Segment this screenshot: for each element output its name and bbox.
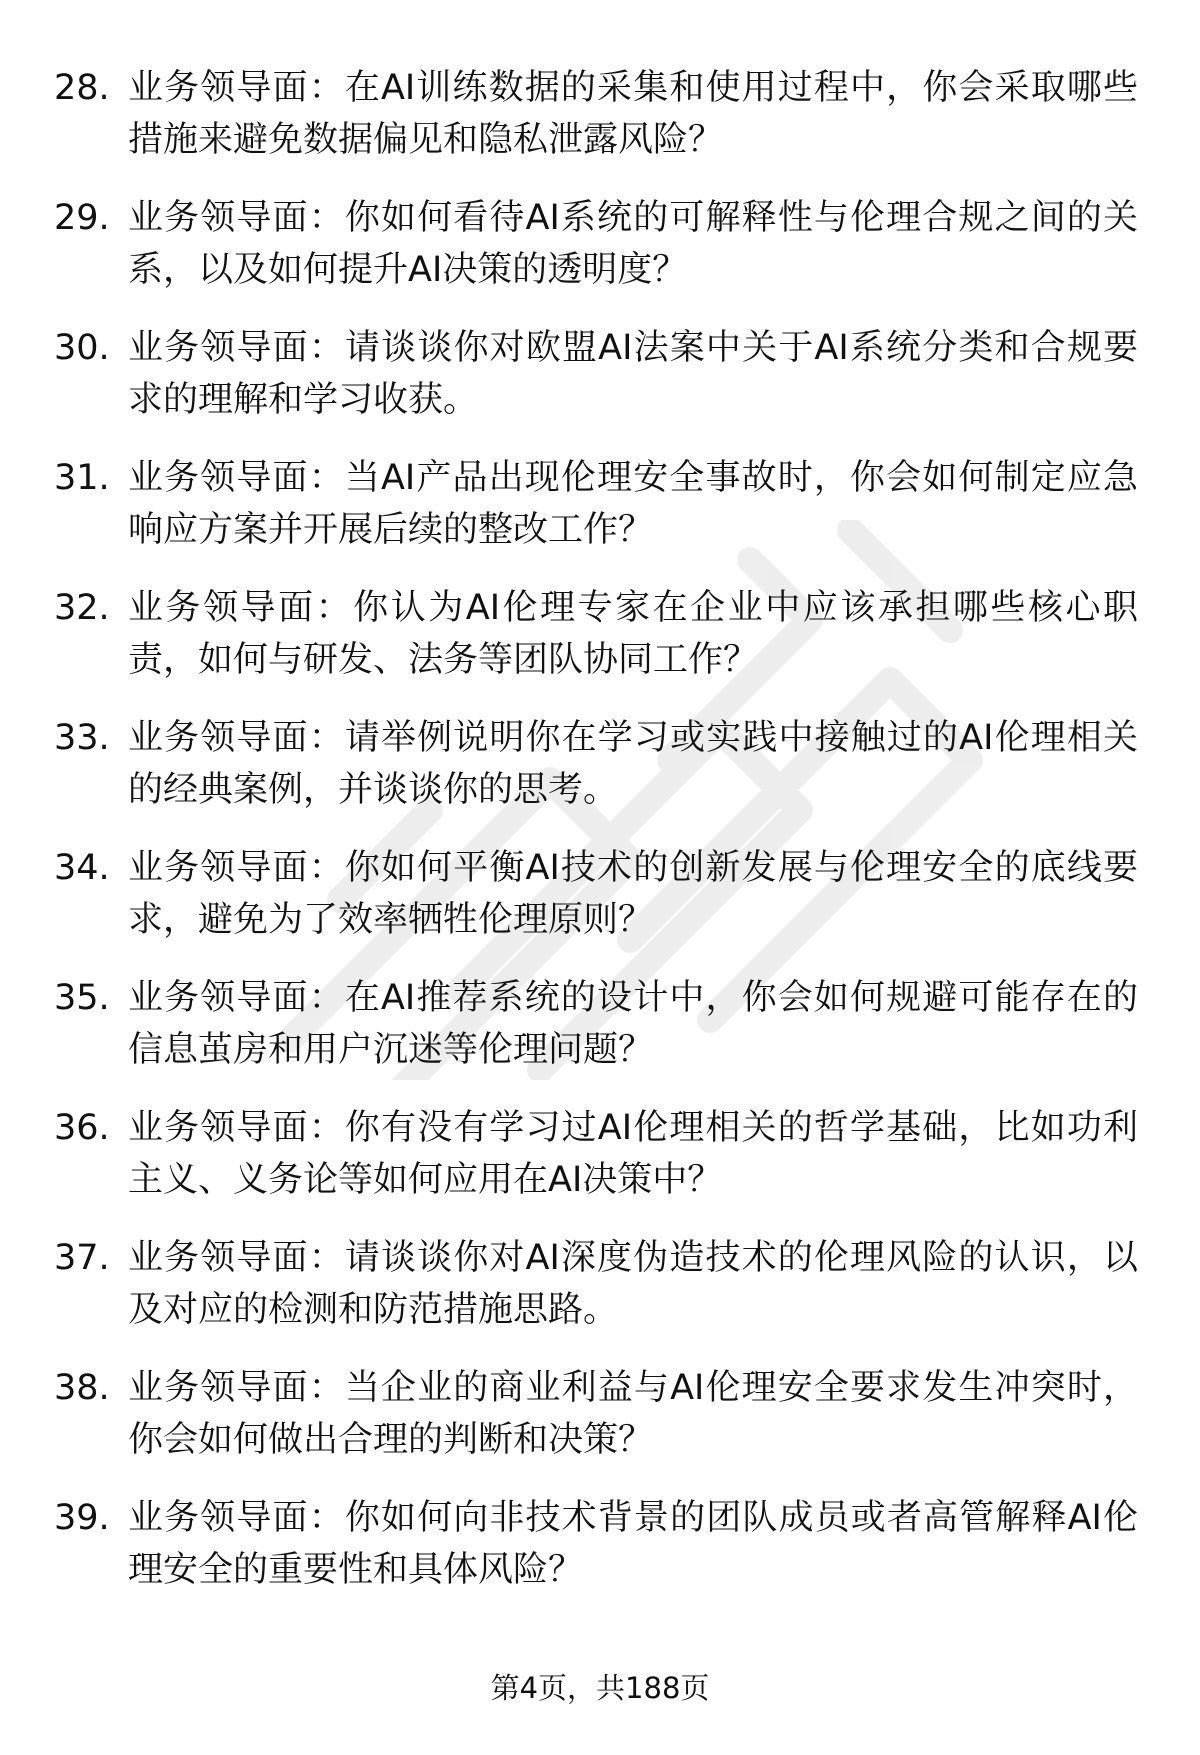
question-item [0,1098,1200,1228]
question-number: 31. [54,458,110,498]
page-footer: 第4页，共188页 [490,1671,710,1705]
question-text: 业务领导面：你如何平衡AI技术的创新发展与伦理安全的底线要求，避免为了效率牺牲伦理原则？ [128,848,1138,940]
question-text: 业务领导面：当AI产品出现伦理安全事故时，你会如何制定应急响应方案并开展后续的整改工作？ [128,458,1138,550]
question-number: 30. [54,328,110,368]
question-item [0,1358,1200,1488]
question-text: 业务领导面：你如何看待AI系统的可解释性与伦理合规之间的关系，以及如何提升AI决策的透明度？ [128,198,1138,290]
question-item [0,968,1200,1098]
question-text: 业务领导面：请谈谈你对AI深度伪造技术的伦理风险的认识，以及对应的检测和防范措施思路。 [128,1238,1138,1330]
question-text: 业务领导面：当企业的商业利益与AI伦理安全要求发生冲突时，你会如何做出合理的判断和决策？ [128,1368,1138,1460]
question-number: 33. [54,718,110,758]
question-item [0,188,1200,318]
question-text: 业务领导面：你有没有学习过AI伦理相关的哲学基础，比如功利主义、义务论等如何应用在AI决策中？ [128,1108,1138,1200]
question-item [0,838,1200,968]
question-number: 38. [54,1368,110,1408]
question-number: 29. [54,198,110,238]
question-text: 业务领导面：请举例说明你在学习或实践中接触过的AI伦理相关的经典案例，并谈谈你的思考。 [128,718,1138,810]
question-number: 37. [54,1238,110,1278]
question-item [0,318,1200,448]
question-number: 32. [54,588,110,628]
question-item [0,1228,1200,1358]
question-number: 35. [54,978,110,1018]
question-item [0,58,1200,188]
question-list [0,58,1200,1618]
question-number: 28. [54,68,110,108]
question-item [0,448,1200,578]
question-number: 34. [54,848,110,888]
question-number: 36. [54,1108,110,1148]
question-text: 业务领导面：在AI训练数据的采集和使用过程中，你会采取哪些措施来避免数据偏见和隐私泄露风险？ [128,68,1138,160]
question-item [0,708,1200,838]
question-text: 业务领导面：在AI推荐系统的设计中，你会如何规避可能存在的信息茧房和用户沉迷等伦理问题？ [128,978,1138,1070]
question-text: 业务领导面：你如何向非技术背景的团队成员或者高管解释AI伦理安全的重要性和具体风险？ [128,1498,1138,1590]
question-text: 业务领导面：你认为AI伦理专家在企业中应该承担哪些核心职责，如何与研发、法务等团队协同工作？ [128,588,1138,680]
question-number: 39. [54,1498,110,1538]
question-item [0,1488,1200,1618]
question-item [0,578,1200,708]
question-text: 业务领导面：请谈谈你对欧盟AI法案中关于AI系统分类和合规要求的理解和学习收获。 [128,328,1138,420]
